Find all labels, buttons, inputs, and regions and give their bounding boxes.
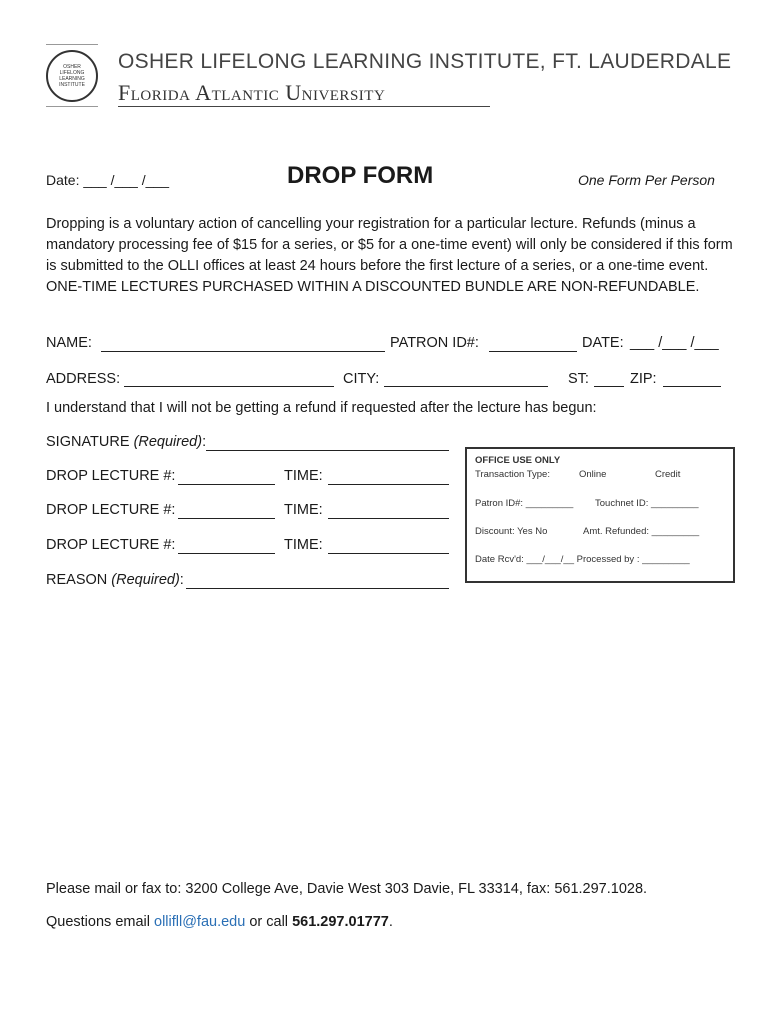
- questions-line: [46, 914, 393, 930]
- mail-fax-instructions: Please mail or fax to: 3200 College Ave, Davie West 303 Davie, FL 33314, fax: 561.297.1028.: [46, 881, 648, 897]
- city-label: CITY:: [343, 371, 380, 387]
- seal-text: OSHER LIFELONG LEARNING INSTITUTE: [59, 64, 85, 88]
- time-field-1[interactable]: [328, 484, 449, 485]
- state-label: ST:: [568, 371, 589, 387]
- date-label: DATE:: [582, 335, 624, 351]
- office-use-box: [465, 447, 735, 583]
- date-received-processed[interactable]: Date Rcv'd: ___/___/__ Processed by : _________: [475, 554, 690, 565]
- zip-label: ZIP:: [630, 371, 657, 387]
- address-field[interactable]: [124, 386, 334, 387]
- time-field-3[interactable]: [328, 553, 449, 554]
- patron-id-field[interactable]: [489, 351, 577, 352]
- reason-label-text: REASON: [46, 572, 108, 588]
- university-name: Florida Atlantic University: [118, 80, 386, 105]
- drop-lecture-field-1[interactable]: [178, 484, 275, 485]
- or-call-text: or call: [245, 914, 293, 930]
- form-title: DROP FORM: [287, 162, 434, 189]
- drop-lecture-label-3: DROP LECTURE #:: [46, 537, 176, 553]
- state-field[interactable]: [594, 386, 624, 387]
- credit-option[interactable]: Credit: [655, 469, 681, 480]
- address-label: ADDRESS:: [46, 371, 121, 387]
- office-use-title: OFFICE USE ONLY: [475, 455, 561, 466]
- drop-lecture-label-1: DROP LECTURE #:: [46, 468, 176, 484]
- signature-field[interactable]: [206, 450, 449, 451]
- contact-phone: 561.297.01777: [292, 914, 389, 930]
- header-underline: [118, 106, 490, 107]
- questions-prefix: Questions email: [46, 914, 154, 930]
- logo-rule-top: [46, 44, 98, 45]
- amount-refunded[interactable]: Amt. Refunded: _________: [583, 526, 700, 537]
- discount-options[interactable]: Discount: Yes No: [475, 526, 548, 537]
- time-label-2: TIME:: [284, 502, 323, 518]
- time-field-2[interactable]: [328, 518, 449, 519]
- time-label-3: TIME:: [284, 537, 323, 553]
- reason-field[interactable]: [186, 588, 449, 589]
- name-label: NAME:: [46, 335, 92, 351]
- intro-paragraph: Dropping is a voluntary action of cancelling your registration for a particular lecture. Refunds (minus a mandatory processing fee of $15 for a series, or $5 for a one-time event) will only be considered if this form is submitted to the OLLI offices at least 24 hours before the first lecture of a series, or a one-time event. ONE-TIME LECTURES PURCHASED WITHIN A DISCOUNTED BUNDLE ARE NON-REFUNDABLE.: [46, 216, 733, 295]
- reason-colon: :: [179, 572, 184, 588]
- drop-lecture-field-3[interactable]: [178, 553, 275, 554]
- institute-name: OSHER LIFELONG LEARNING INSTITUTE, FT. LAUDERDALE: [118, 50, 732, 73]
- refund-acknowledgement: I understand that I will not be getting a refund if requested after the lecture has begun:: [46, 400, 597, 416]
- signature-label-text: SIGNATURE: [46, 434, 130, 450]
- time-label-1: TIME:: [284, 468, 323, 484]
- online-option[interactable]: Online: [579, 469, 607, 480]
- transaction-type-label: Transaction Type:: [475, 469, 550, 480]
- touchnet-id[interactable]: Touchnet ID: _________: [595, 498, 699, 509]
- patron-id-label: PATRON ID#:: [390, 335, 479, 351]
- name-field[interactable]: [101, 351, 385, 352]
- date-blank-field[interactable]: ___ /___ /___: [630, 335, 719, 351]
- city-field[interactable]: [384, 386, 548, 387]
- contact-email-link[interactable]: ollifll@fau.edu: [154, 914, 246, 930]
- office-patron-id[interactable]: Patron ID#: _________: [475, 498, 574, 509]
- olli-seal-logo: [46, 50, 98, 102]
- reason-label: [46, 572, 184, 588]
- one-form-note: One Form Per Person: [578, 172, 715, 188]
- reason-required-note: (Required): [111, 572, 180, 588]
- form-date-field[interactable]: Date: ___ /___ /___: [46, 172, 169, 188]
- zip-field[interactable]: [663, 386, 721, 387]
- drop-lecture-label-2: DROP LECTURE #:: [46, 502, 176, 518]
- logo-rule-bottom: [46, 106, 98, 107]
- signature-required-note: (Required): [133, 434, 203, 450]
- questions-period: .: [388, 914, 393, 930]
- signature-label: [46, 434, 206, 450]
- drop-lecture-field-2[interactable]: [178, 518, 275, 519]
- signature-colon: :: [202, 434, 207, 450]
